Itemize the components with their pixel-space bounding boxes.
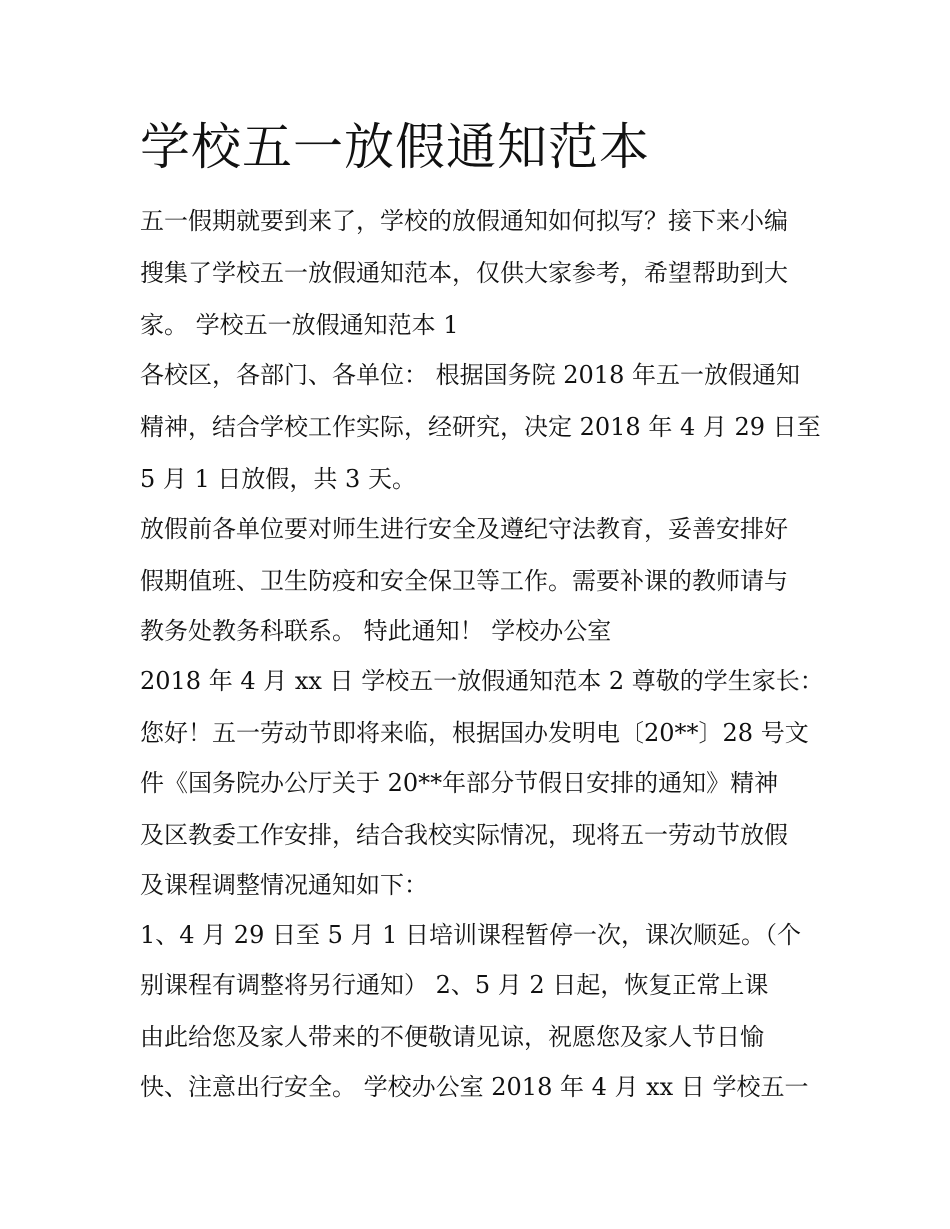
- text-line: 别课程有调整将另行通知） 2、5 月 2 日起，恢复正常上课: [140, 971, 769, 999]
- text-line: 五一假期就要到来了，学校的放假通知如何拟写？接下来小编: [140, 207, 788, 235]
- text-line: 假期值班、卫生防疫和安全保卫等工作。需要补课的教师请与: [140, 567, 788, 595]
- text-line: 由此给您及家人带来的不便敬请见谅，祝愿您及家人节日愉: [140, 1023, 764, 1051]
- text-line: 2018 年 4 月 xx 日 学校五一放假通知范本 2 尊敬的学生家长：: [140, 667, 824, 695]
- text-line: 快、注意出行安全。 学校办公室 2018 年 4 月 xx 日 学校五一: [140, 1073, 809, 1101]
- text-line: 5 月 1 日放假，共 3 天。: [140, 465, 416, 493]
- text-line: 家。 学校五一放假通知范本 1: [140, 311, 459, 339]
- text-line: 您好！五一劳动节即将来临，根据国办发明电〔20**〕28 号文: [140, 719, 809, 747]
- text-line: 各校区，各部门、各单位： 根据国务院 2018 年五一放假通知: [140, 361, 800, 389]
- text-line: 搜集了学校五一放假通知范本，仅供大家参考，希望帮助到大: [140, 259, 788, 287]
- text-line: 件《国务院办公厅关于 20**年部分节假日安排的通知》精神: [140, 769, 779, 797]
- text-line: 放假前各单位要对师生进行安全及遵纪守法教育，妥善安排好: [140, 515, 788, 543]
- page-title: 学校五一放假通知范本: [140, 118, 650, 176]
- text-line: 精神，结合学校工作实际，经研究，决定 2018 年 4 月 29 日至: [140, 413, 821, 441]
- text-line: 及区教委工作安排，结合我校实际情况，现将五一劳动节放假: [140, 821, 788, 849]
- text-line: 及课程调整情况通知如下：: [140, 871, 428, 899]
- text-line: 1、4 月 29 日至 5 月 1 日培训课程暂停一次，课次顺延。（个: [140, 921, 802, 949]
- text-line: 教务处教务科联系。 特此通知！ 学校办公室: [140, 617, 612, 645]
